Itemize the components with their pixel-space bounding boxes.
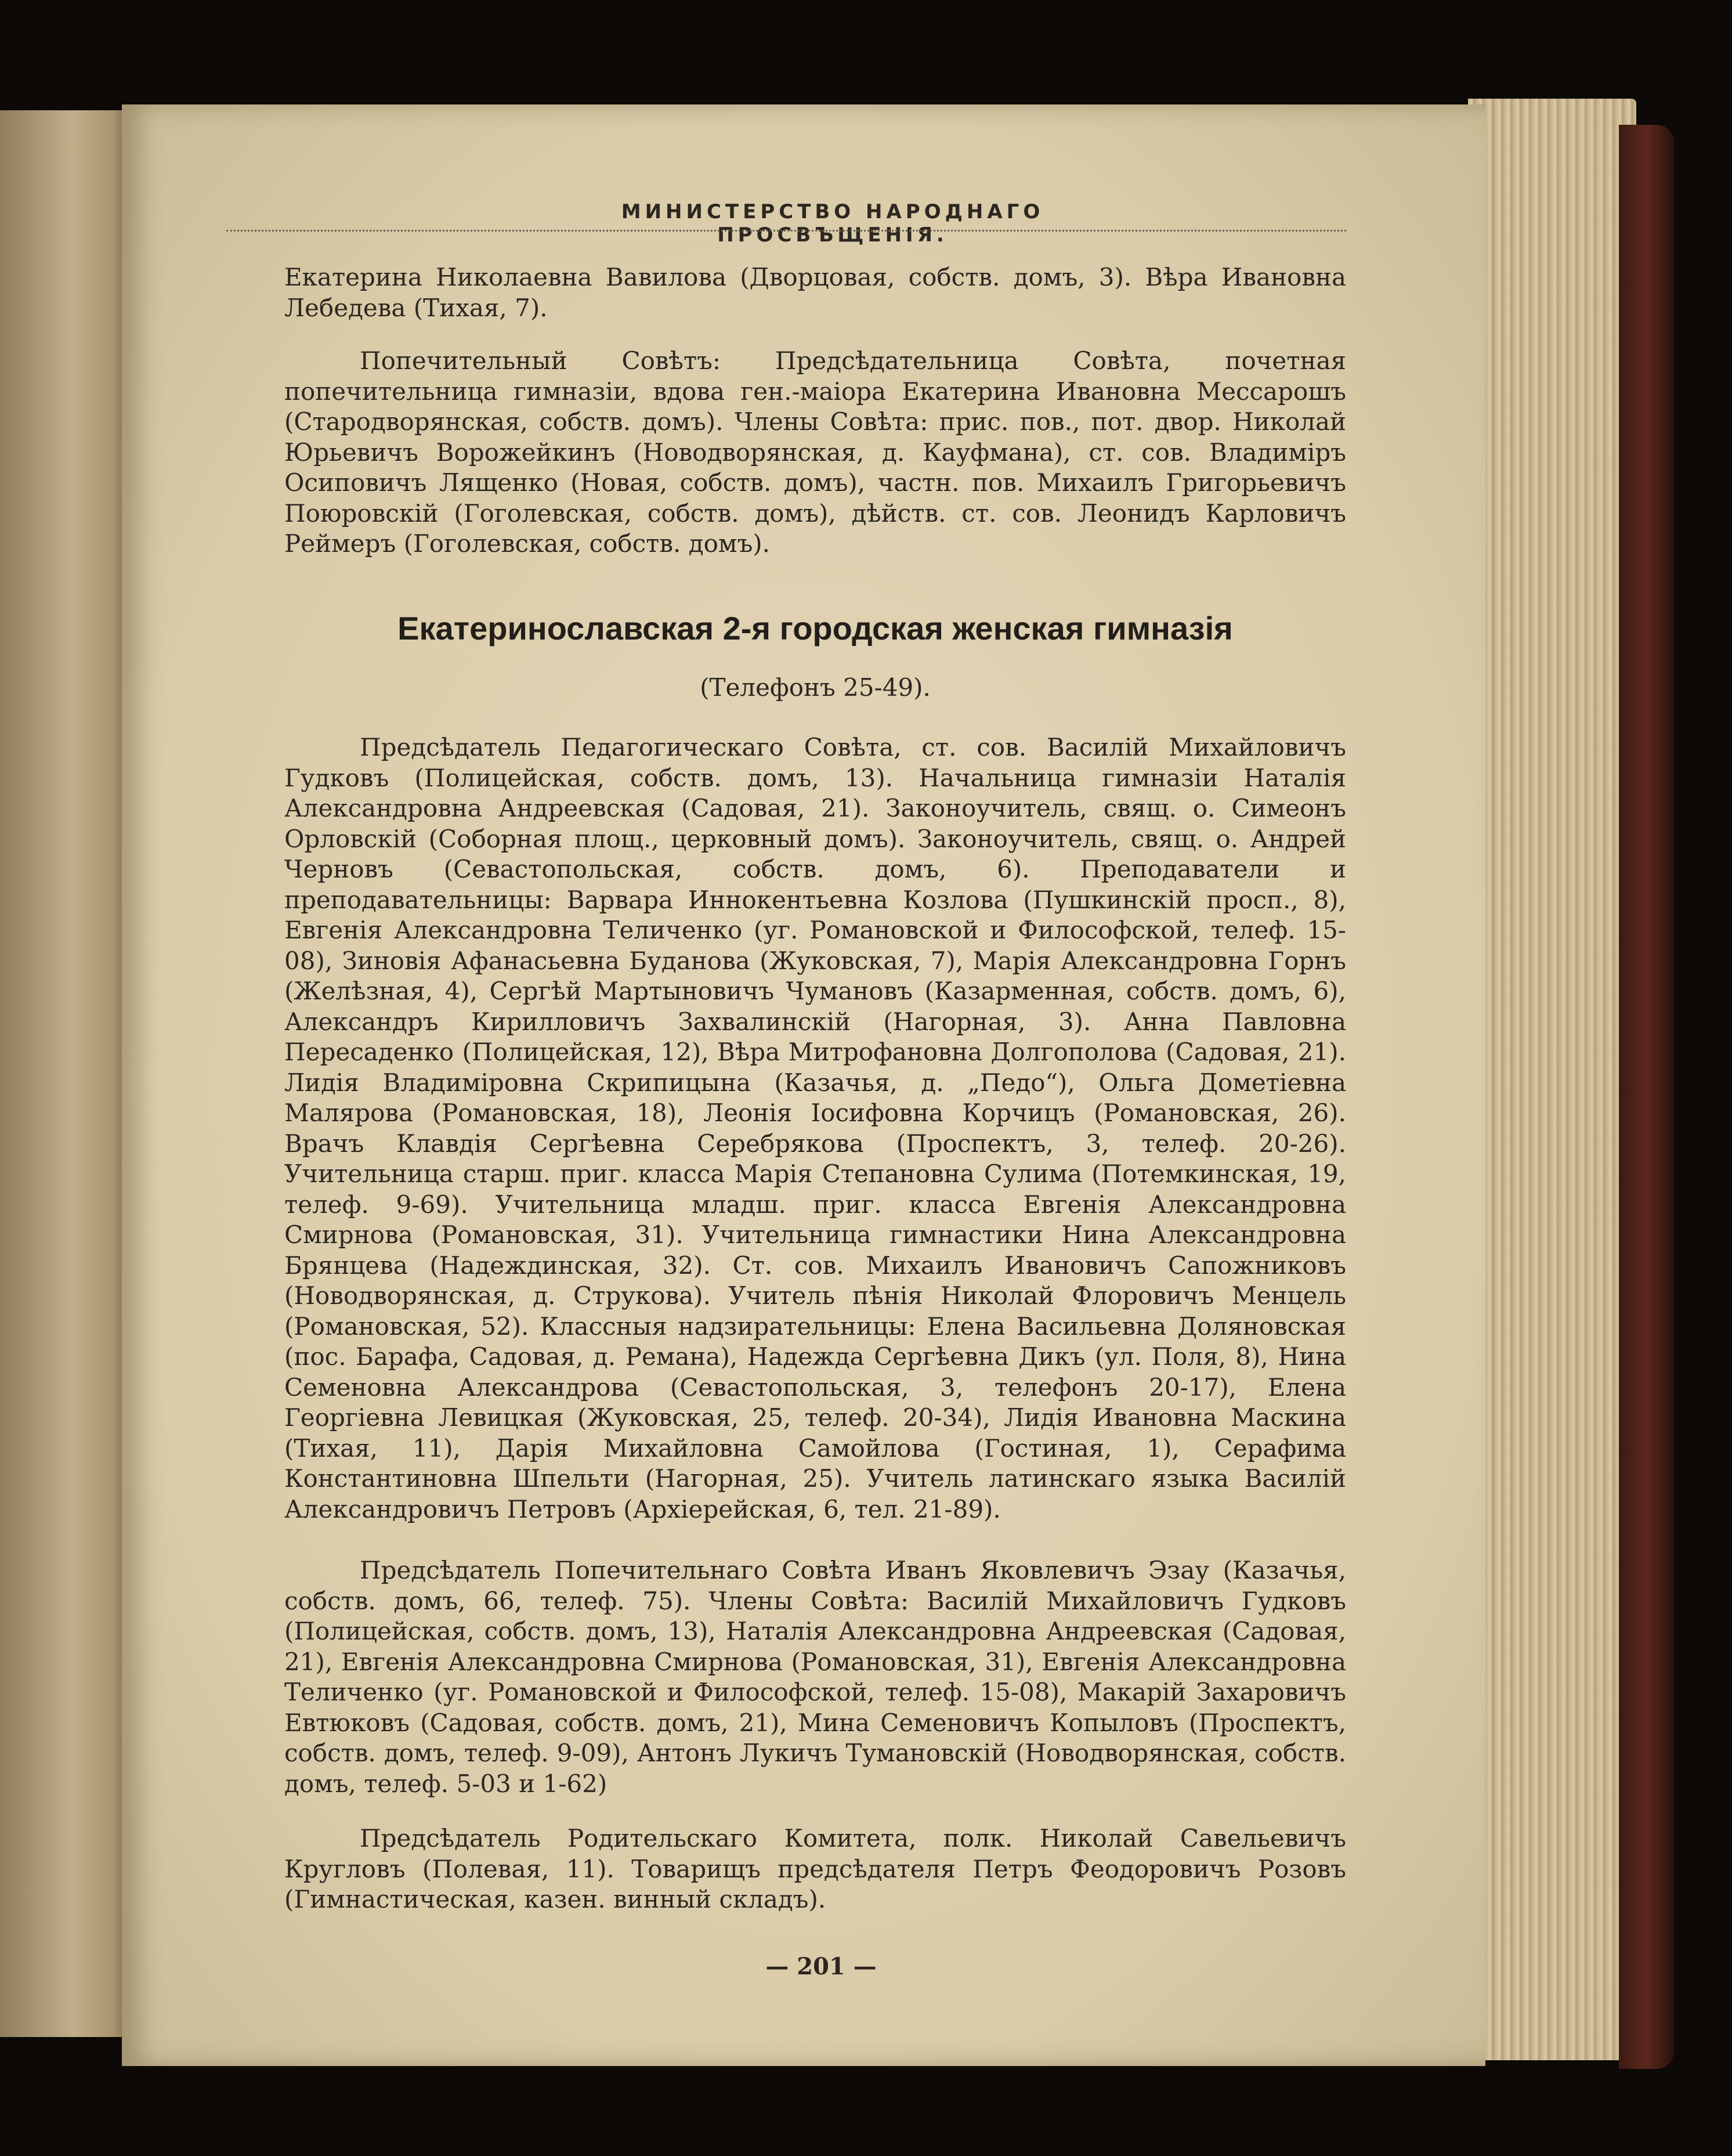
paragraph-parents-committee [284,1823,1346,1915]
paragraph-pedagogical-council [284,732,1346,1525]
paragraph-text: Попечительный Совѣтъ: Предсѣдательница Совѣта, почетная попечительница гимназіи, вдова ген.-маіора Екатерина Ивановна Мессарошъ (Стародворянская, собств. домъ). Члены Совѣта: прис. пов., пот. двор. Николай Юрьевичъ Ворожейкинъ (Новодворянская, д. Кауфмана), ст. сов. Владиміръ Осиповичъ Лященко (Новая, собств. домъ), частн. пов. Михаилъ Григорьевичъ Поюровскій (Гоголевская, собств. домъ), дѣйств. ст. сов. Леонидъ Карловичъ Реймеръ (Гоголевская, собств. домъ). [284,346,1346,558]
paragraph-text: Предсѣдатель Педагогическаго Совѣта, ст. сов. Василій Михайловичъ Гудковъ (Полицейская, собств. домъ, 13). Начальница гимназіи Наталія Александровна Андреевская (Садовая, 21). Законоучитель, свящ. о. Симеонъ Орловскій (Соборная площ., церковный домъ). Законоучитель, свящ. о. Андрей Черновъ (Севастопольская, собств. домъ, 6). Преподаватели и преподавательницы: Варвара Иннокентьевна Козлова (Пушкинскій просп., 8), Евгенія Александровна Теличенко (уг. Романовской и Философской, телеф. 15-08), Зиновія Афанасьевна Буданова (Жуковская, 7), Марія Александровна Горнъ (Желѣзная, 4), Сергѣй Мартыновичъ Чумановъ (Казарменная, собств. домъ, 6), Александръ Кирилловичъ Захвалинскій (Нагорная, 3). Анна Павловна Пересаденко (Полицейская, 12), Вѣра Митрофановна Долгополова (Садовая, 21). Лидія Владиміровна Скрипицына (Казачья, д. „Педо“), Ольга Дометіевна Малярова (Романовская, 18), Леонія Іосифовна Корчицъ (Романовская, 26). Врачъ Клавдія Сергѣевна Серебрякова (Проспектъ, 3, телеф. 20-26). Учительница старш. приг. класса Марія Степановна Сулима (Потемкинская, 19, телеф. 9-69). Учительница младш. приг. класса Евгенія Александровна Смирнова (Романовская, 31). Учительница гимнастики Нина Александровна Брянцева (Надеждинская, 32). Ст. сов. Михаилъ Ивановичъ Сапожниковъ (Новодворянская, д. Струкова). Учитель пѣнія Николай Флоровичъ Менцель (Романовская, 52). Классныя надзирательницы: Елена Васильевна Доляновская (пос. Барафа, Садовая, д. Ремана), Надежда Сергѣевна Дикъ (ул. Поля, 8), Нина Семеновна Александрова (Севастопольская, 3, телефонъ 20-17), Елена Георгіевна Левицкая (Жуковская, 25, телеф. 20-34), Лидія Ивановна Маскина (Тихая, 11), Дарія Михайловна Самойлова (Гостиная, 1), Серафима Константиновна Шпельти (Нагорная, 25). Учитель латинскаго языка Василій Александровичъ Петровъ (Архіерейская, 6, тел. 21-89). [284,733,1346,1523]
left-page-edge [0,110,133,2037]
paragraph-board-of-trustees [284,346,1346,559]
paragraph-text: Екатерина Николаевна Вавилова (Дворцовая, собств. домъ, 3). Вѣра Ивановна Лебедева (Тихая, 7). [284,263,1346,322]
section-phone: (Телефонъ 25-49). [700,673,931,702]
page-block-edge [1468,99,1636,2060]
running-head-rule [226,230,1346,232]
section-title: Екатеринославская 2-я городская женская гимназія [397,610,1233,647]
book-cover [1619,125,1674,2069]
running-head: МИНИСТЕРСТВО НАРОДНАГО ПРОСВЪЩЕНІЯ. [621,200,1044,247]
page-number: — 201 — [765,1953,877,1980]
paragraph-trustee-council [284,1555,1346,1799]
paragraph-text: Предсѣдатель Попечительнаго Совѣта Иванъ Яковлевичъ Эзау (Казачья, собств. домъ, 66, телеф. 75). Члены Совѣта: Василій Михайловичъ Гудковъ (Полицейская, собств. домъ, 13), Наталія Александровна Андреевская (Садовая, 21), Евгенія Александровна Смирнова (Романовская, 31), Евгенія Александровна Теличенко (уг. Романовской и Философской, телеф. 15-08), Макарій Захаровичъ Евтюковъ (Садовая, собств. домъ, 21), Мина Семеновичъ Копыловъ (Проспектъ, собств. домъ, телеф. 9-09), Антонъ Лукичъ Тумановскій (Новодворянская, собств. домъ, телеф. 5-03 и 1-62) [284,1556,1346,1798]
paragraph-text: Предсѣдатель Родительскаго Комитета, полк. Николай Савельевичъ Кругловъ (Полевая, 11). Товарищъ предсѣдателя Петръ Феодоровичъ Розовъ (Гимнастическая, казен. винный складъ). [284,1824,1346,1913]
paragraph-vavilova [284,262,1346,323]
